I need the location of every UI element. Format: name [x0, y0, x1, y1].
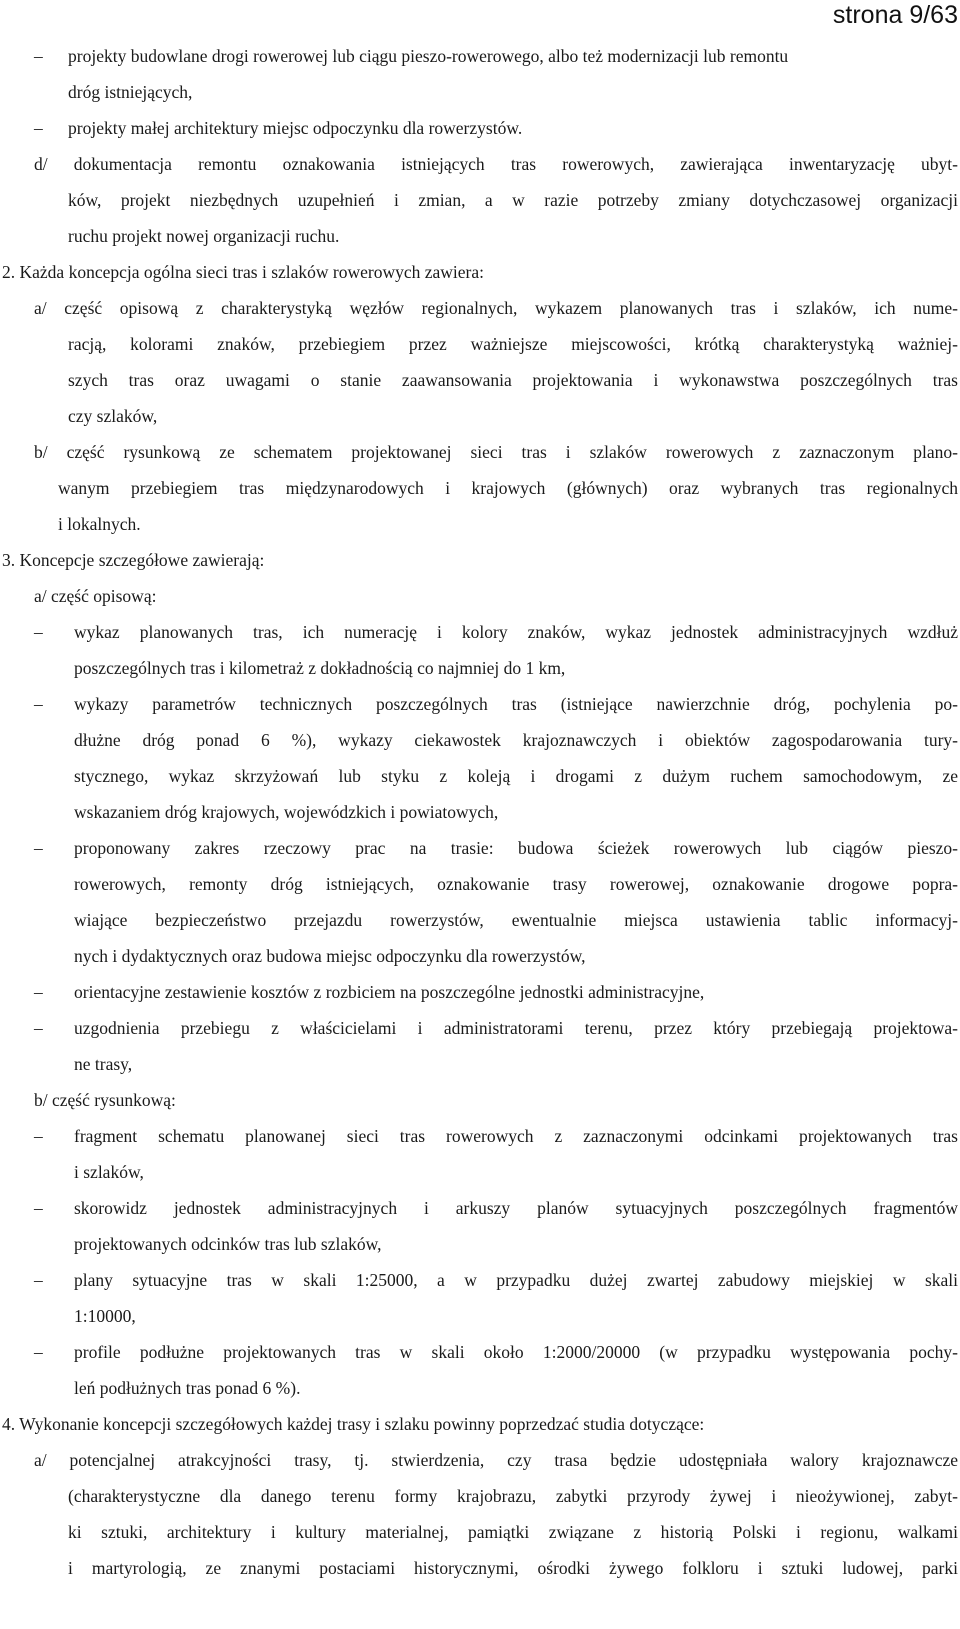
line-text: dłużne dróg ponad 6 %), wykazy ciekawostek krajoznawczych i obiektów zagospodarowania tury-	[74, 730, 958, 750]
dash-marker: –	[34, 46, 43, 66]
line-text: 3. Koncepcje szczegółowe zawierają:	[2, 550, 265, 570]
text-line	[34, 1118, 958, 1154]
dash-marker: –	[34, 1018, 43, 1038]
line-text: proponowany zakres rzeczowy prac na trasie: budowa ścieżek rowerowych lub ciągów pieszo-	[74, 838, 958, 858]
dash-marker: –	[34, 838, 43, 858]
dash-marker: –	[34, 1126, 43, 1146]
line-text: wskazaniem dróg krajowych, wojewódzkich i powiatowych,	[74, 802, 499, 822]
text-line	[74, 1370, 960, 1406]
text-line	[68, 1514, 958, 1550]
text-line	[68, 74, 960, 110]
text-line	[2, 254, 960, 290]
text-line	[34, 614, 958, 650]
line-text: projektowanych odcinków tras lub szlaków,	[74, 1234, 382, 1254]
text-line	[68, 182, 958, 218]
line-text: stycznego, wykaz skrzyżowań lub styku z koleją i drogami z dużym ruchem samochodowym, ze	[74, 766, 958, 786]
line-text: racją, kolorami znaków, przebiegiem przez ważniejsze miejscowości, krótką charakterystyką ważniej-	[68, 334, 958, 354]
text-line	[34, 974, 960, 1010]
line-text: d/ dokumentacja remontu oznakowania istniejących tras rowerowych, zawierająca inwentaryzację ubyt-	[34, 154, 958, 174]
line-text: skorowidz jednostek administracyjnych i arkuszy planów sytuacyjnych poszczególnych fragmentów	[74, 1198, 958, 1218]
text-line	[58, 470, 958, 506]
line-text: wykazy parametrów technicznych poszczególnych tras (istniejące nawierzchnie dróg, pochylenia po-	[74, 694, 958, 714]
text-line	[58, 506, 960, 542]
line-text: 1:10000,	[74, 1306, 136, 1326]
dash-marker: –	[34, 622, 43, 642]
text-line	[34, 686, 958, 722]
text-line	[34, 110, 960, 146]
line-text: orientacyjne zestawienie kosztów z rozbiciem na poszczególne jednostki administracyjne,	[74, 982, 705, 1002]
text-line	[34, 1262, 958, 1298]
dash-marker: –	[34, 118, 43, 138]
text-line	[34, 146, 958, 182]
line-text: ruchu projekt nowej organizacji ruchu.	[68, 226, 340, 246]
line-text: szych tras oraz uwagami o stanie zaawansowania projektowania i wykonawstwa poszczególnych tras	[68, 370, 958, 390]
text-line	[34, 1442, 958, 1478]
text-line	[34, 830, 958, 866]
text-line	[2, 1406, 960, 1442]
text-line	[34, 1334, 958, 1370]
line-text: (charakterystyczne dla danego terenu formy krajobrazu, zabytki przyrody żywej i nieożywionej, zabyt-	[68, 1486, 958, 1506]
page-number: strona 9/63	[832, 1, 958, 29]
text-line	[34, 38, 960, 74]
text-line	[74, 758, 958, 794]
line-text: 4. Wykonanie koncepcji szczegółowych każdej trasy i szlaku powinny poprzedzać studia dotyczące:	[2, 1414, 705, 1434]
line-text: profile podłużne projektowanych tras w skali około 1:2000/20000 (w przypadku występowania pochy-	[74, 1342, 958, 1362]
text-line	[68, 1478, 958, 1514]
text-line	[74, 722, 958, 758]
line-text: nych i dydaktycznych oraz budowa miejsc odpoczynku dla rowerzystów,	[74, 946, 586, 966]
line-text: plany sytuacyjne tras w skali 1:25000, a w przypadku dużej zwartej zabudowy miejskiej w skali	[74, 1270, 958, 1290]
line-text: i martyrologią, ze znanymi postaciami historycznymi, ośrodki żywego folkloru i sztuki ludowej, parki	[68, 1558, 958, 1578]
text-line	[34, 434, 958, 470]
line-text: projekty budowlane drogi rowerowej lub ciągu pieszo-rowerowego, albo też modernizacji lub remontu	[68, 46, 789, 66]
text-line	[74, 938, 960, 974]
text-line	[34, 1010, 958, 1046]
line-text: wykaz planowanych tras, ich numerację i kolory znaków, wykaz jednostek administracyjnych wzdłuż	[74, 622, 958, 642]
text-line	[74, 1154, 960, 1190]
text-line	[74, 1226, 960, 1262]
text-line	[74, 866, 958, 902]
text-line	[34, 1082, 960, 1118]
text-line	[68, 362, 958, 398]
line-text: a/ potencjalnej atrakcyjności trasy, tj. stwierdzenia, czy trasa będzie udostępniała walory krajoznawcze	[34, 1450, 958, 1470]
line-text: dróg istniejących,	[68, 82, 193, 102]
line-text: i szlaków,	[74, 1162, 144, 1182]
text-line	[74, 1298, 960, 1334]
line-text: b/ część rysunkową ze schematem projektowanej sieci tras i szlaków rowerowych z zaznaczonym plano-	[34, 442, 958, 462]
text-line	[68, 326, 958, 362]
line-text: fragment schematu planowanej sieci tras rowerowych z zaznaczonymi odcinkami projektowanych tras	[74, 1126, 958, 1146]
text-line	[74, 794, 960, 830]
line-text: 2. Każda koncepcja ogólna sieci tras i szlaków rowerowych zawiera:	[2, 262, 485, 282]
text-line	[74, 902, 958, 938]
line-text: a/ część opisową:	[34, 586, 157, 606]
line-text: wiające bezpieczeństwo przejazdu rowerzystów, ewentualnie miejsca ustawienia tablic informacyj-	[74, 910, 958, 930]
line-text: rowerowych, remonty dróg istniejących, oznakowanie trasy rowerowej, oznakowanie drogowe popra-	[74, 874, 958, 894]
dash-marker: –	[34, 982, 43, 1002]
line-text: i lokalnych.	[58, 514, 141, 534]
text-line	[74, 1046, 960, 1082]
line-text: b/ część rysunkową:	[34, 1090, 176, 1110]
text-line	[74, 650, 960, 686]
line-text: wanym przebiegiem tras międzynarodowych i krajowych (głównych) oraz wybranych tras regionalnych	[58, 478, 958, 498]
line-text: ne trasy,	[74, 1054, 133, 1074]
text-line	[68, 1550, 958, 1586]
text-line	[2, 542, 960, 578]
dash-marker: –	[34, 694, 43, 714]
dash-marker: –	[34, 1342, 43, 1362]
line-text: uzgodnienia przebiegu z właścicielami i administratorami terenu, przez który przebiegają projektowa-	[74, 1018, 958, 1038]
dash-marker: –	[34, 1198, 43, 1218]
line-text: a/ część opisową z charakterystyką węzłów regionalnych, wykazem planowanych tras i szlaków, ich nume-	[34, 298, 958, 318]
text-line	[34, 1190, 958, 1226]
line-text: ków, projekt niezbędnych uzupełnień i zmian, a w razie potrzeby zmiany dotychczasowej organizacji	[68, 190, 958, 210]
text-line	[34, 578, 960, 614]
dash-marker: –	[34, 1270, 43, 1290]
line-text: projekty małej architektury miejsc odpoczynku dla rowerzystów.	[68, 118, 523, 138]
text-line	[34, 290, 958, 326]
line-text: ki sztuki, architektury i kultury materialnej, pamiątki związane z historią Polski i regionu, walkami	[68, 1522, 958, 1542]
line-text: leń podłużnych tras ponad 6 %).	[74, 1378, 301, 1398]
line-text: poszczególnych tras i kilometraż z dokładnością co najmniej do 1 km,	[74, 658, 566, 678]
text-line	[68, 218, 960, 254]
text-line	[68, 398, 960, 434]
line-text: czy szlaków,	[68, 406, 158, 426]
